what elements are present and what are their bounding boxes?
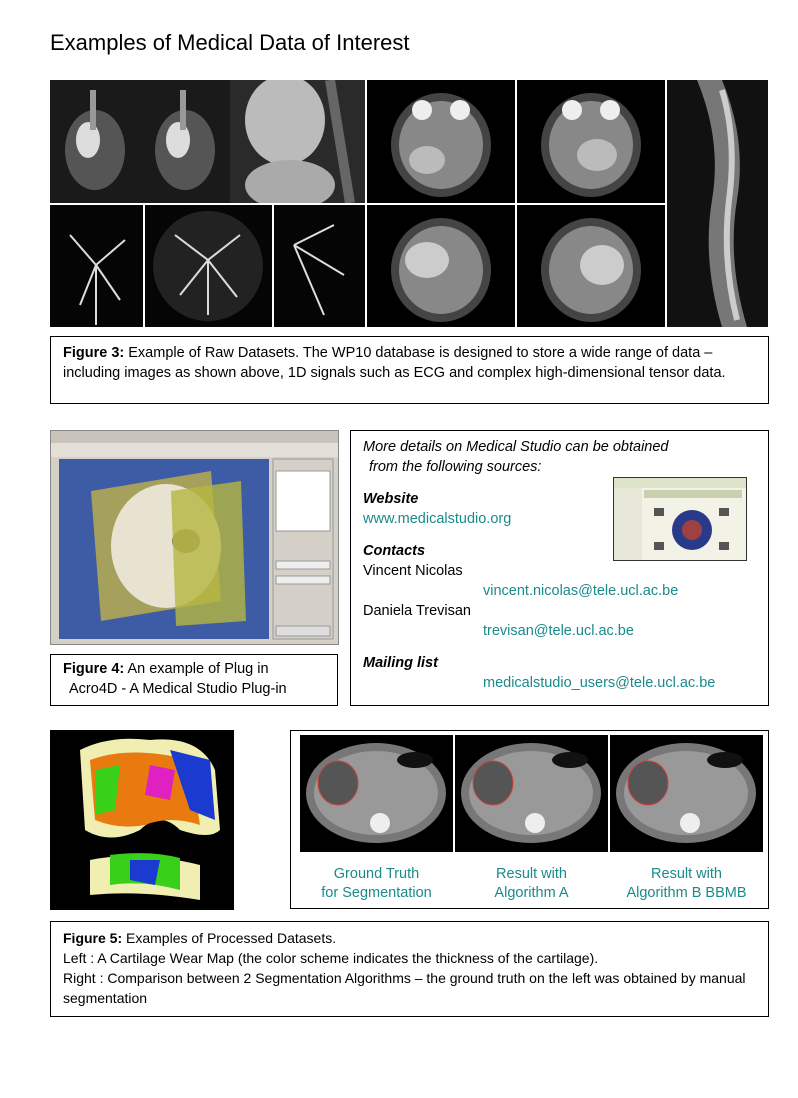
ct-algorithm-b-image [610,735,763,852]
figure4-line2: Acro4D - A Medical Studio Plug-in [69,681,287,697]
contacts-heading: Contacts [363,543,426,559]
seg-label-algorithm-a-line2: Algorithm A [494,885,569,901]
contact2-name: Daniela Trevisan [363,603,471,619]
medical-studio-screenshot [50,430,339,645]
seg-label-ground-truth-line2: for Segmentation [321,885,432,901]
website-link[interactable]: www.medicalstudio.org [363,511,512,527]
figure5-label: Figure 5: [63,930,123,946]
figure5-line2: Left : A Cartilage Wear Map (the color scheme indicates the thickness of the cartilage). [63,950,599,966]
info-intro-line1: More details on Medical Studio can be obtained [363,439,669,455]
raw-datasets-mosaic [50,80,768,327]
seg-label-ground-truth [300,865,453,903]
info-intro-line2: from the following sources: [369,459,542,475]
contact1-email[interactable]: vincent.nicolas@tele.ucl.ac.be [483,583,679,599]
mra-chest-image [50,80,230,203]
figure3-text: Example of Raw Datasets. The WP10 database is designed to store a wide range of data – including images as shown above, 1D signals such as ECG and complex high-dimensional tensor data. [63,345,726,381]
cerebral-angio-1-image [50,205,143,327]
cartilage-wear-map-image [50,730,234,910]
mailing-list-heading: Mailing list [363,655,438,671]
figure4-caption [50,654,338,706]
website-thumbnail [613,477,747,561]
figure4-line1: An example of Plug in [127,661,269,677]
figure4-label: Figure 4: [63,661,125,677]
info-box [350,430,769,706]
brain-mri-3-image [367,205,515,327]
website-heading: Website [363,491,419,507]
figure5-line3: Right : Comparison between 2 Segmentation Algorithms – the ground truth on the left was obtained by manual segmentation [63,970,746,1006]
page-title: Examples of Medical Data of Interest [50,30,410,55]
seg-label-algorithm-a [455,865,608,903]
figure3-label: Figure 3: [63,345,125,361]
seg-label-ground-truth-line1: Ground Truth [333,866,420,882]
seg-label-algorithm-a-line1: Result with [496,866,567,882]
figure5-text: Examples of Processed Datasets. [126,930,337,946]
seg-label-algorithm-b-line1: Result with [651,866,722,882]
spine-mri-image [667,80,768,327]
brain-mri-1-image [367,80,515,203]
brain-mri-4-image [517,205,665,327]
contact2-email[interactable]: trevisan@tele.ucl.ac.be [483,623,634,639]
ct-algorithm-a-image [455,735,608,852]
segmentation-comparison-box [290,730,769,909]
figure3-caption [50,336,769,404]
knee-mri-image [230,80,365,203]
figure5-caption [50,921,769,1017]
seg-label-algorithm-b [610,865,763,903]
cerebral-angio-2-image [145,205,272,327]
mailing-list-email[interactable]: medicalstudio_users@tele.ucl.ac.be [483,675,716,691]
brain-mri-2-image [517,80,665,203]
contact1-name: Vincent Nicolas [363,563,463,579]
seg-label-algorithm-b-line2: Algorithm B BBMB [626,885,747,901]
ct-ground-truth-image [300,735,453,852]
cerebral-angio-3-image [274,205,365,327]
